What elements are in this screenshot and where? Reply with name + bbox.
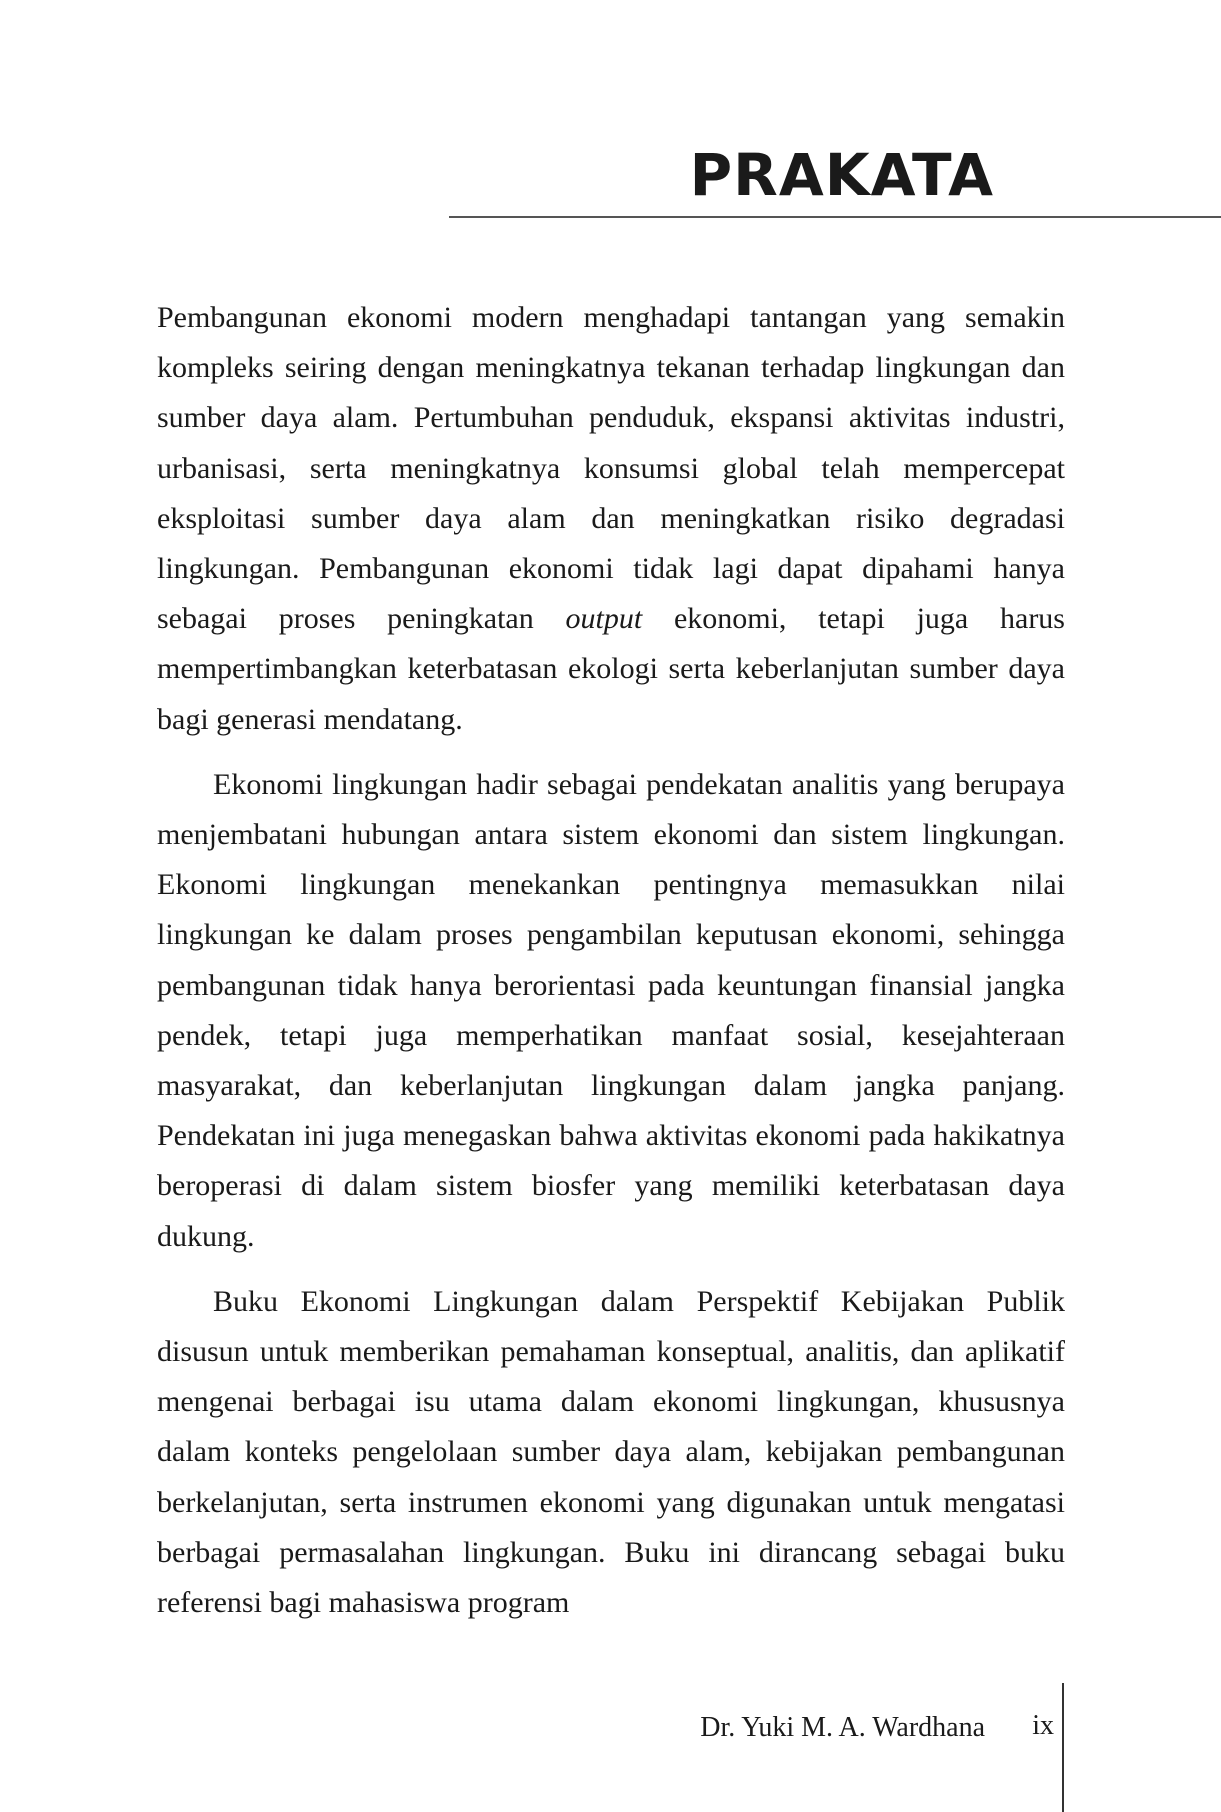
paragraph-1-text-after: ekonomi, tetapi juga harus mempertimbangkan keterbatasan ekologi serta keberlanjutan sumber daya bagi generasi mendatang. [157, 602, 1065, 736]
page-title: PRAKATA [689, 141, 994, 209]
paragraph-3: Buku Ekonomi Lingkungan dalam Perspektif Kebijakan Publik disusun untuk memberikan pemahaman konseptual, analitis, dan aplikatif mengenai berbagai isu utama dalam ekonomi lingkungan, khususnya dalam konteks pengelolaan sumber daya alam, kebijakan pembangunan berkelanjutan, serta instrumen ekonomi yang digunakan untuk mengatasi berbagai permasalahan lingkungan. Buku ini dirancang sebagai buku referensi bagi mahasiswa program [157, 1284, 1065, 1620]
paragraph-1-italic-term: output [565, 602, 643, 636]
paragraph-1-text-before: Pembangunan ekonomi modern menghadapi tantangan yang semakin kompleks seiring dengan meningkatnya tekanan terhadap lingkungan dan sumber daya alam. Pertumbuhan penduduk, ekspansi aktivitas industri, urbanisasi, serta meningkatnya konsumsi global telah mempercepat eksploitasi sumber daya alam dan meningkatkan risiko degradasi lingkungan. Pembangunan ekonomi tidak lagi dapat dipahami hanya sebagai proses peningkatan [157, 301, 1065, 636]
page-number: ix [1032, 1710, 1054, 1741]
paragraph-2: Ekonomi lingkungan hadir sebagai pendekatan analitis yang berupaya menjembatani hubungan antara sistem ekonomi dan sistem lingkungan. Ekonomi lingkungan menekankan pentingnya memasukkan nilai lingkungan ke dalam proses pengambilan keputusan ekonomi, sehingga pembangunan tidak hanya berorientasi pada keuntungan finansial jangka pendek, tetapi juga memperhatikan manfaat sosial, kesejahteraan masyarakat, dan keberlanjutan lingkungan dalam jangka panjang. Pendekatan ini juga menegaskan bahwa aktivitas ekonomi pada hakikatnya beroperasi di dalam sistem biosfer yang memiliki keterbatasan daya dukung. [157, 767, 1065, 1253]
body-text [157, 293, 1065, 1643]
footer-author: Dr. Yuki M. A. Wardhana [700, 1712, 985, 1743]
paragraph-1 [157, 293, 1065, 745]
title-underline [449, 216, 1221, 218]
footer-vertical-rule [1062, 1683, 1064, 1812]
